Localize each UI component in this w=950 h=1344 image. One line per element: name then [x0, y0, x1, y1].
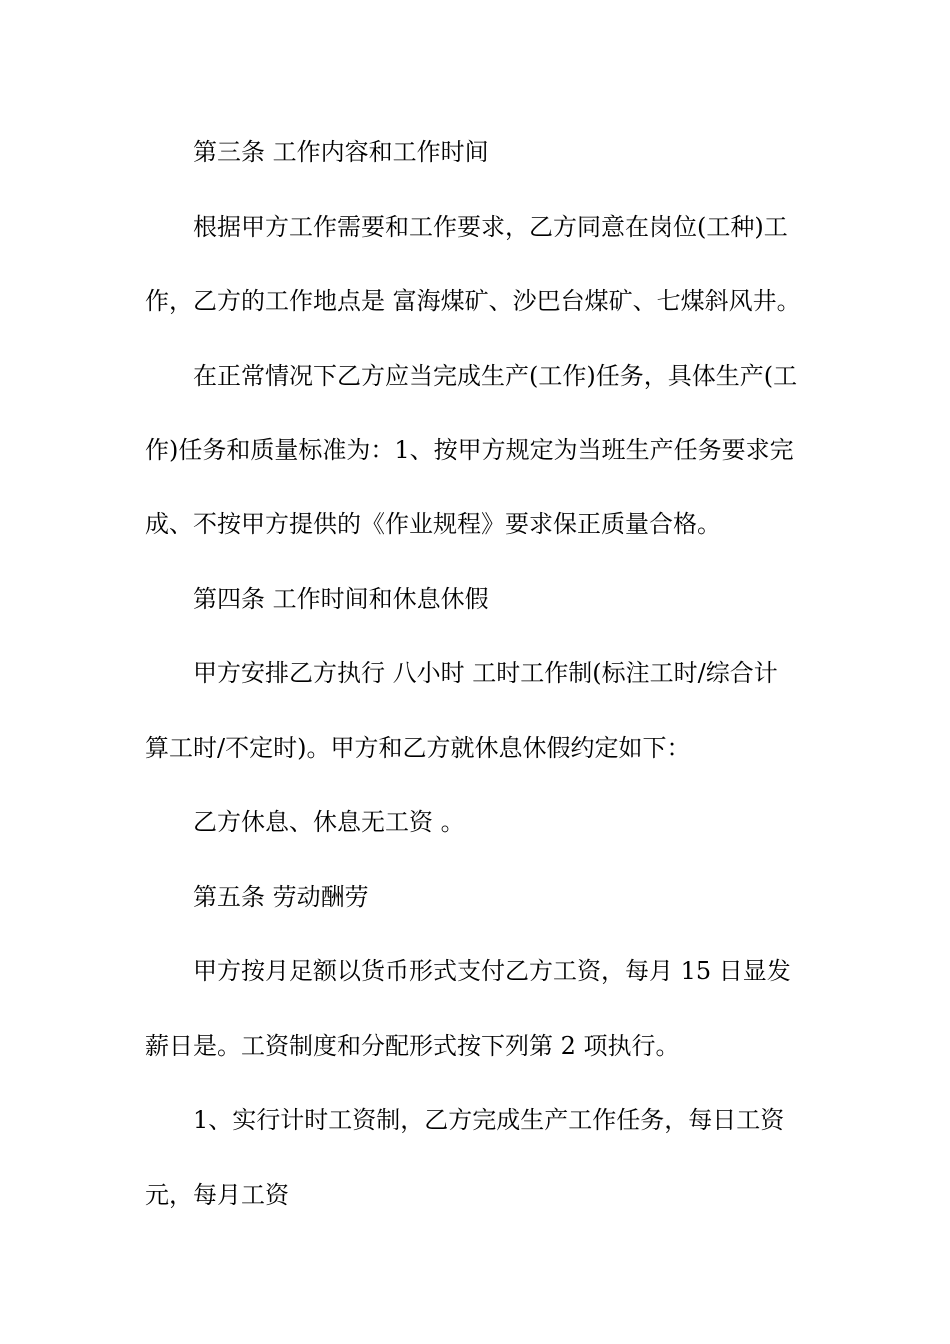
paragraph-line: 1、实行计时工资制，乙方完成生产工作任务，每日工资: [193, 1106, 785, 1134]
paragraph-line: 薪日是。工资制度和分配形式按下列第 2 项执行。: [145, 1032, 680, 1060]
article-5-heading: 第五条 劳动酬劳: [193, 883, 369, 911]
article-3-heading: 第三条 工作内容和工作时间: [193, 138, 489, 166]
paragraph-line: 元，每月工资: [145, 1181, 289, 1209]
article-4-heading: 第四条 工作时间和休息休假: [193, 585, 489, 613]
paragraph-line: 作，乙方的工作地点是 富海煤矿、沙巴台煤矿、七煤斜风井。: [145, 287, 801, 315]
paragraph-line: 作)任务和质量标准为：1、按甲方规定为当班生产任务要求完: [145, 436, 794, 464]
paragraph-line: 在正常情况下乙方应当完成生产(工作)任务，具体生产(工: [193, 362, 798, 390]
paragraph-line: 算工时/不定时)。甲方和乙方就休息休假约定如下：: [145, 734, 691, 762]
paragraph-line: 甲方安排乙方执行 八小时 工时工作制(标注工时/综合计: [193, 659, 778, 687]
paragraph-line: 成、不按甲方提供的《作业规程》要求保正质量合格。: [145, 510, 721, 538]
paragraph-line: 甲方按月足额以货币形式支付乙方工资，每月 15 日显发: [193, 957, 791, 985]
paragraph-line: 根据甲方工作需要和工作要求，乙方同意在岗位(工种)工: [193, 213, 788, 241]
paragraph-line: 乙方休息、休息无工资 。: [193, 808, 465, 836]
